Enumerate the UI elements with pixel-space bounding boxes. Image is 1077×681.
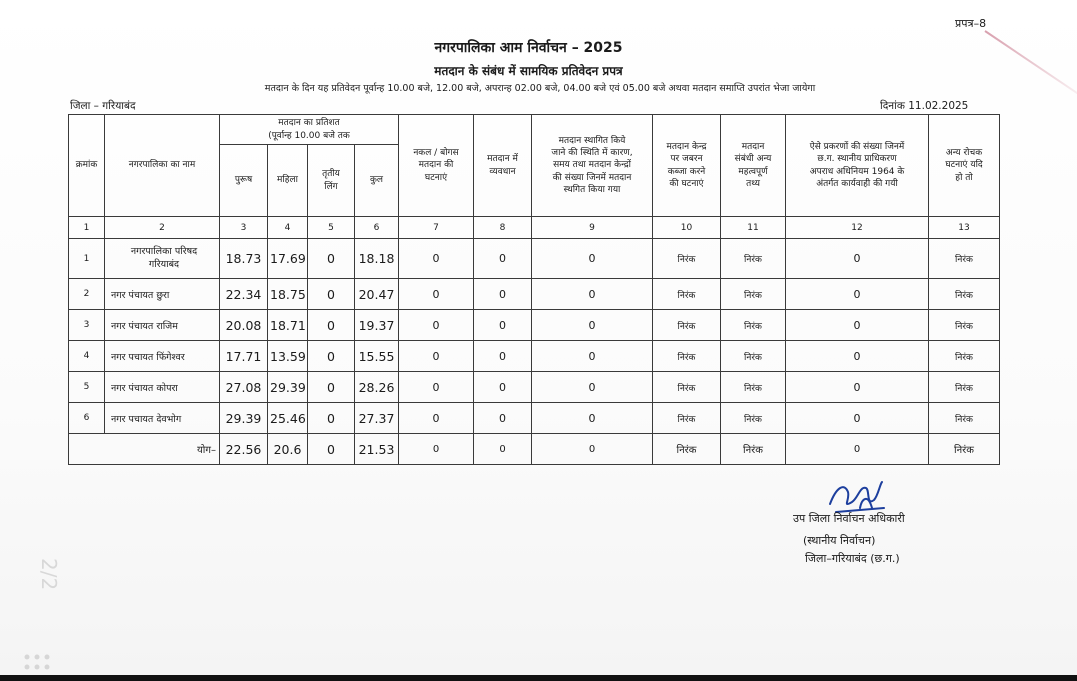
report-date: दिनांक 11.02.2025 — [880, 100, 969, 112]
column-number: 3 — [220, 217, 268, 239]
header-line: हो तो — [955, 172, 973, 183]
cell-other-incidents: निरंक — [929, 341, 1000, 372]
table-row — [69, 239, 1000, 279]
total-label: योग– — [69, 434, 220, 465]
header-line: समय तथा मतदान केन्द्रों — [553, 160, 631, 171]
cell-booth-capture: निरंक — [653, 403, 721, 434]
header-serial: क्रमांक — [69, 115, 105, 217]
header-line: घटनाएं यदि — [945, 160, 983, 171]
cell-municipality-name: नगर पंचायत कोपरा — [105, 372, 220, 403]
cell-fake-voting: 0 — [399, 310, 474, 341]
table-row — [69, 279, 1000, 310]
header-line: स्थगित किया गया — [563, 184, 621, 195]
table-row — [69, 372, 1000, 403]
cell-total: 20.47 — [355, 279, 399, 310]
cell-other-incidents: निरंक — [929, 403, 1000, 434]
header-female: महिला — [268, 145, 308, 217]
reporting-instructions: मतदान के दिन यह प्रतिवेदन पूर्वान्ह 10.00 बजे, 12.00 बजे, अपरान्ह 02.00 बजे, 04.00 बजे एवं 05.00 बजे अथवा मतदान समाप्ति उपरांत भेजा जायेगा — [264, 83, 816, 94]
cell-other-incidents: निरंक — [929, 279, 1000, 310]
cell-fake-voting: 0 — [399, 279, 474, 310]
table-row — [69, 403, 1000, 434]
column-number: 4 — [268, 217, 308, 239]
cell-male: 22.34 — [220, 279, 268, 310]
document-subtitle: मतदान के संबंध में सामयिक प्रतिवेदन प्रपत्र — [434, 64, 623, 78]
header-line: मतदान स्थागित किये — [558, 136, 626, 147]
cell-total: 27.37 — [355, 403, 399, 434]
total-booth-capture: निरंक — [653, 434, 721, 465]
table-row — [69, 310, 1000, 341]
cell-other-facts: निरंक — [721, 372, 786, 403]
cell-postponed: 0 — [532, 239, 653, 279]
cell-serial: 4 — [69, 341, 105, 372]
column-number: 5 — [308, 217, 355, 239]
cell-other-facts: निरंक — [721, 239, 786, 279]
cell-female: 29.39 — [268, 372, 308, 403]
cell-other-facts: निरंक — [721, 341, 786, 372]
header-postponed — [532, 115, 653, 217]
cell-third-gender: 0 — [308, 341, 355, 372]
signatory-designation: उप जिला निर्वाचन अधिकारी — [793, 512, 905, 525]
header-line: कब्जा करने — [667, 166, 706, 177]
cell-booth-capture: निरंक — [653, 372, 721, 403]
header-male: पुरूष — [220, 145, 268, 217]
cell-female: 13.59 — [268, 341, 308, 372]
cell-other-facts: निरंक — [721, 310, 786, 341]
cell-cases: 0 — [786, 341, 929, 372]
polling-report-table — [68, 114, 1000, 465]
cell-postponed: 0 — [532, 279, 653, 310]
cell-third-gender: 0 — [308, 279, 355, 310]
total-female: 20.6 — [268, 434, 308, 465]
total-fake-voting: 0 — [399, 434, 474, 465]
district-label: जिला – गरियाबंद — [70, 100, 136, 112]
cell-cases: 0 — [786, 372, 929, 403]
header-line: मतदान — [741, 142, 765, 153]
column-number: 13 — [929, 217, 1000, 239]
column-number: 1 — [69, 217, 105, 239]
header-line: नकल / बोगस — [413, 148, 459, 159]
total-total: 21.53 — [355, 434, 399, 465]
signatory-department: (स्थानीय निर्वाचन) — [803, 534, 876, 547]
header-line: छ.ग. स्थानीय प्राधिकरण — [817, 154, 897, 165]
total-cases: 0 — [786, 434, 929, 465]
header-third-gender — [308, 145, 355, 217]
header-line: तृतीय — [322, 169, 340, 180]
header-municipality-name: नगरपालिका का नाम — [105, 115, 220, 217]
total-disruption: 0 — [474, 434, 532, 465]
header-line: ऐसे प्रकरणों की संख्या जिनमें — [809, 142, 905, 153]
cell-booth-capture: निरंक — [653, 279, 721, 310]
cell-serial: 1 — [69, 239, 105, 279]
cell-total: 18.18 — [355, 239, 399, 279]
cell-cases: 0 — [786, 310, 929, 341]
name-line: गरियाबंद — [148, 258, 180, 270]
total-other-incidents: निरंक — [929, 434, 1000, 465]
cell-municipality-name: नगर पंचायत छुरा — [105, 279, 220, 310]
cell-other-facts: निरंक — [721, 403, 786, 434]
cell-fake-voting: 0 — [399, 403, 474, 434]
column-number: 2 — [105, 217, 220, 239]
cell-municipality-name: नगर पचायत फिंगेश्वर — [105, 341, 220, 372]
cell-total: 19.37 — [355, 310, 399, 341]
cell-serial: 5 — [69, 372, 105, 403]
cell-other-facts: निरंक — [721, 279, 786, 310]
column-number: 10 — [653, 217, 721, 239]
header-fake-voting — [399, 115, 474, 217]
cell-total: 28.26 — [355, 372, 399, 403]
cell-cases: 0 — [786, 403, 929, 434]
header-other-incidents — [929, 115, 1000, 217]
cell-serial: 6 — [69, 403, 105, 434]
page-indicator: 2/2 — [37, 558, 61, 591]
cell-cases: 0 — [786, 239, 929, 279]
cell-other-incidents: निरंक — [929, 239, 1000, 279]
header-line: मतदान की — [418, 160, 454, 171]
header-other-facts — [721, 115, 786, 217]
cell-female: 18.75 — [268, 279, 308, 310]
column-number: 12 — [786, 217, 929, 239]
cell-postponed: 0 — [532, 310, 653, 341]
screen-bottom-edge — [0, 675, 1077, 681]
header-line: पर जबरन — [670, 154, 703, 165]
header-line: महत्वपूर्ण — [738, 166, 768, 177]
cell-total: 15.55 — [355, 341, 399, 372]
cell-municipality-name — [105, 239, 220, 279]
header-booth-capture — [653, 115, 721, 217]
cell-postponed: 0 — [532, 403, 653, 434]
header-line: तथ्य — [746, 178, 760, 189]
cell-male: 20.08 — [220, 310, 268, 341]
cell-third-gender: 0 — [308, 239, 355, 279]
column-number: 9 — [532, 217, 653, 239]
column-number: 11 — [721, 217, 786, 239]
cell-municipality-name: नगर पंचायत राजिम — [105, 310, 220, 341]
header-line: मतदान केन्द्र — [666, 142, 707, 153]
header-line: की संख्या जिनमें मतदान — [552, 172, 632, 183]
form-number: प्रपत्र–8 — [955, 17, 987, 30]
cell-male: 17.71 — [220, 341, 268, 372]
header-cases — [786, 115, 929, 217]
cell-male: 27.08 — [220, 372, 268, 403]
cell-disruption: 0 — [474, 403, 532, 434]
total-row — [69, 434, 1000, 465]
cell-municipality-name: नगर पचायत देवभोग — [105, 403, 220, 434]
cell-female: 25.46 — [268, 403, 308, 434]
header-poll-percentage-line1: मतदान का प्रतिशत — [278, 118, 340, 129]
total-other-facts: निरंक — [721, 434, 786, 465]
name-line: नगरपालिका परिषद — [130, 246, 198, 258]
header-line: अंतर्गत कार्यवाही की गयी — [816, 178, 898, 189]
cell-disruption: 0 — [474, 310, 532, 341]
header-line: अन्य रोचक — [945, 148, 983, 159]
header-line: संबंधी अन्य — [734, 154, 772, 165]
document-title: नगरपालिका आम निर्वाचन – 2025 — [434, 40, 623, 56]
header-line: लिंग — [324, 181, 338, 192]
header-line: व्यवधान — [489, 166, 516, 177]
cell-female: 17.69 — [268, 239, 308, 279]
total-third-gender: 0 — [308, 434, 355, 465]
header-line: घटनाएं — [424, 172, 448, 183]
cell-disruption: 0 — [474, 341, 532, 372]
header-poll-percentage — [220, 115, 399, 145]
cell-third-gender: 0 — [308, 372, 355, 403]
cell-third-gender: 0 — [308, 403, 355, 434]
column-number: 7 — [399, 217, 474, 239]
column-number: 6 — [355, 217, 399, 239]
cell-other-incidents: निरंक — [929, 372, 1000, 403]
cell-male: 29.39 — [220, 403, 268, 434]
cell-female: 18.71 — [268, 310, 308, 341]
grid-view-icon[interactable] — [22, 652, 52, 672]
total-postponed: 0 — [532, 434, 653, 465]
header-disruption — [474, 115, 532, 217]
cell-disruption: 0 — [474, 279, 532, 310]
header-line: जाने की स्थिति में कारण, — [551, 148, 633, 159]
cell-fake-voting: 0 — [399, 341, 474, 372]
cell-booth-capture: निरंक — [653, 341, 721, 372]
cell-postponed: 0 — [532, 372, 653, 403]
column-number: 8 — [474, 217, 532, 239]
cell-fake-voting: 0 — [399, 239, 474, 279]
header-poll-percentage-line2: (पूर्वान्ह 10.00 बजे तक — [268, 130, 350, 141]
cell-fake-voting: 0 — [399, 372, 474, 403]
cell-other-incidents: निरंक — [929, 310, 1000, 341]
cell-disruption: 0 — [474, 239, 532, 279]
cell-disruption: 0 — [474, 372, 532, 403]
column-number-row — [69, 217, 1000, 239]
cell-third-gender: 0 — [308, 310, 355, 341]
header-line: अपराध अधिनियम 1964 के — [809, 166, 905, 177]
header-line: की घटनाएं — [669, 178, 704, 189]
cell-serial: 2 — [69, 279, 105, 310]
signatory-district: जिला–गरियाबंद (छ.ग.) — [805, 552, 900, 565]
cell-serial: 3 — [69, 310, 105, 341]
cell-cases: 0 — [786, 279, 929, 310]
cell-postponed: 0 — [532, 341, 653, 372]
cell-male: 18.73 — [220, 239, 268, 279]
cell-booth-capture: निरंक — [653, 310, 721, 341]
header-total: कुल — [355, 145, 399, 217]
total-male: 22.56 — [220, 434, 268, 465]
table-row — [69, 341, 1000, 372]
header-line: मतदान में — [487, 154, 518, 165]
cell-booth-capture: निरंक — [653, 239, 721, 279]
